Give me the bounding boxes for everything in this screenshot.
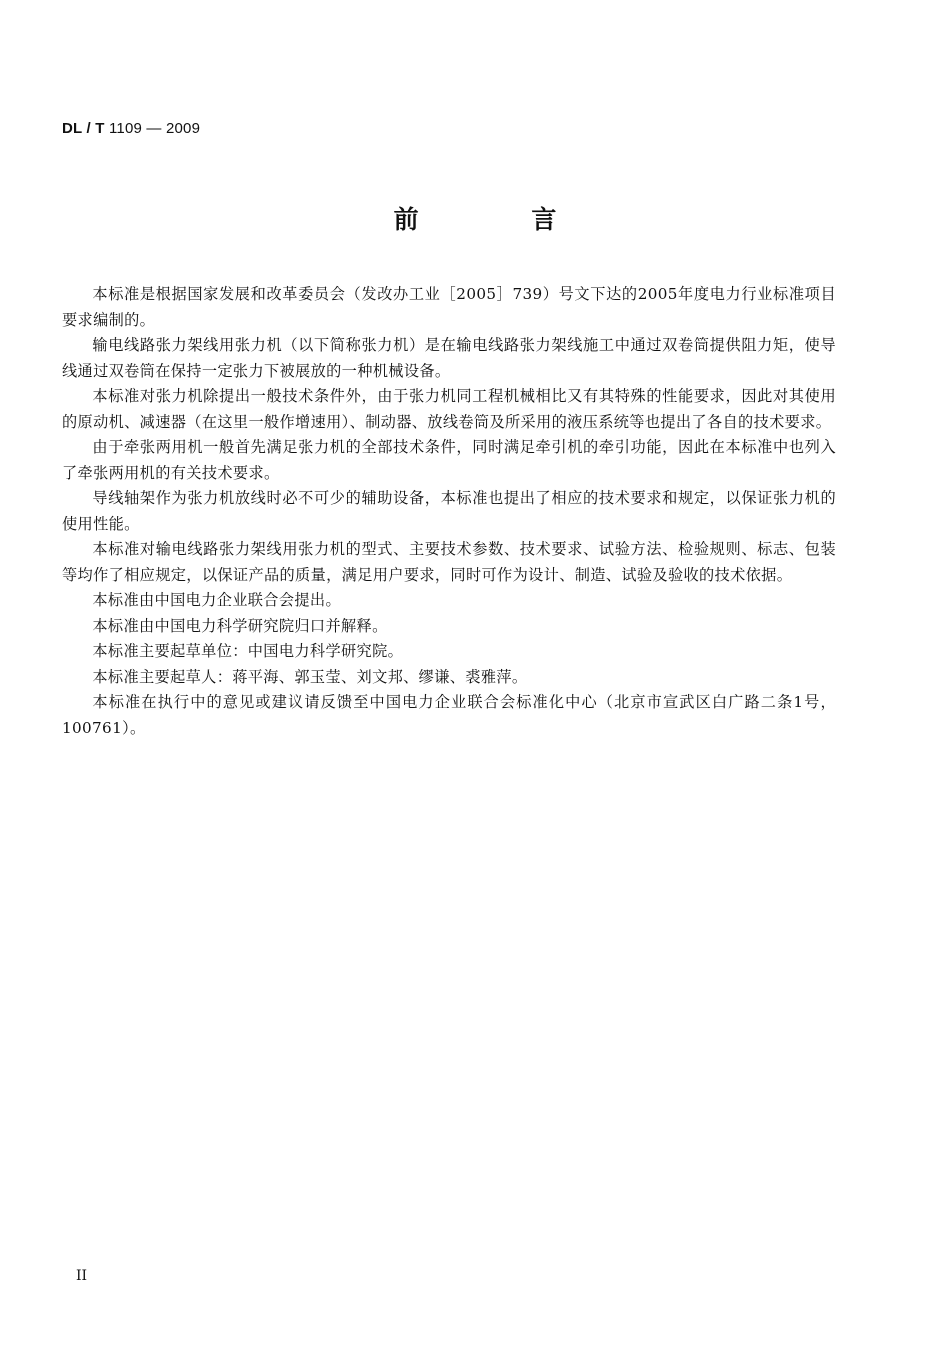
paragraph-10: 本标准主要起草人：蒋平海、郭玉莹、刘文邦、缪谦、裘雅萍。: [92, 667, 528, 686]
paragraph-5: 导线轴架作为张力机放线时必不可少的辅助设备，本标准也提出了相应的技术要求和规定，以保证张力机的使用性能。: [62, 489, 836, 533]
page-number: II: [76, 1268, 88, 1284]
standard-code-prefix: DL / T: [62, 120, 105, 137]
paragraph-11: 本标准在执行中的意见或建议请反馈至中国电力企业联合会标准化中心（北京市宣武区白广路二条1号，100761）。: [62, 693, 836, 737]
standard-code-number: 1109 — 2009: [108, 120, 201, 137]
standard-code: [62, 120, 200, 137]
foreword-body: [62, 282, 836, 741]
page-title: 前 言: [393, 205, 609, 234]
paragraph-9: 本标准主要起草单位：中国电力科学研究院。: [92, 642, 404, 660]
paragraph-2: 输电线路张力架线用张力机（以下简称张力机）是在输电线路张力架线施工中通过双卷筒提供阻力矩，使导线通过双卷筒在保持一定张力下被展放的一种机械设备。: [62, 336, 836, 380]
paragraph-7: 本标准由中国电力企业联合会提出。: [92, 591, 341, 609]
paragraph-6: 本标准对输电线路张力架线用张力机的型式、主要技术参数、技术要求、试验方法、检验规则、标志、包装等均作了相应规定，以保证产品的质量，满足用户要求，同时可作为设计、制造、试验及验收的技术依据。: [62, 540, 836, 584]
paragraph-1: 本标准是根据国家发展和改革委员会（发改办工业［2005］739）号文下达的2005年度电力行业标准项目要求编制的。: [62, 285, 836, 329]
paragraph-8: 本标准由中国电力科学研究院归口并解释。: [92, 616, 388, 635]
paragraph-4: 由于牵张两用机一般首先满足张力机的全部技术条件，同时满足牵引机的牵引功能，因此在本标准中也列入了牵张两用机的有关技术要求。: [62, 438, 836, 482]
paragraph-3: 本标准对张力机除提出一般技术条件外，由于张力机同工程机械相比又有其特殊的性能要求，因此对其使用的原动机、减速器（在这里一般作增速用）、制动器、放线卷筒及所采用的液压系统等也提出了各自的技术要求。: [62, 387, 836, 431]
